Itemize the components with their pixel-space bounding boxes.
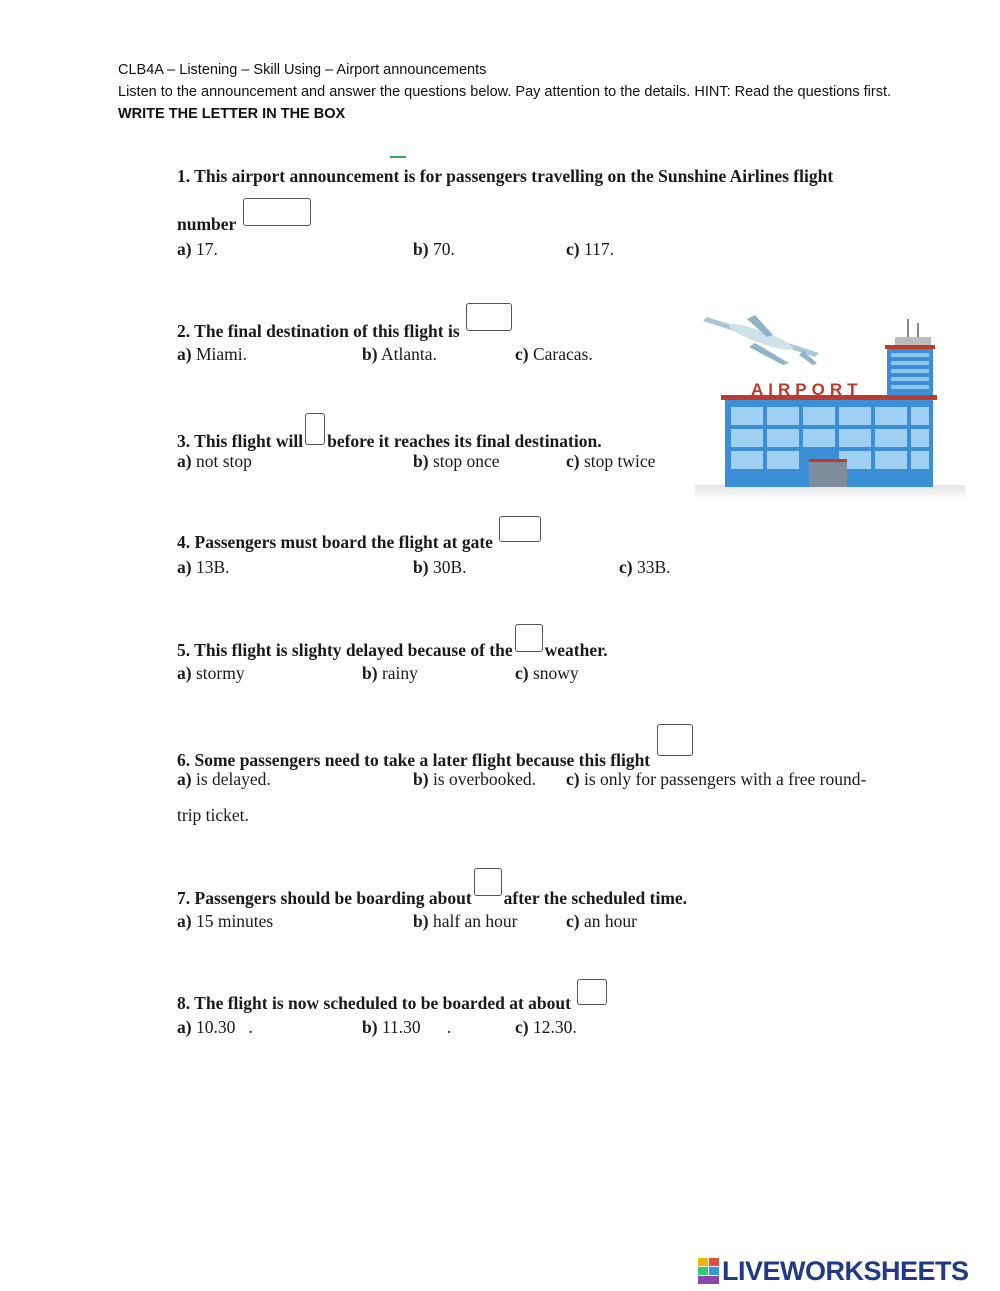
blocks-icon [698,1258,720,1284]
green-mark [390,156,406,158]
option-6b: b) is overbooked. [413,769,536,789]
answer-box-8[interactable] [577,979,607,1005]
question-text: 2. The final destination of this flight is [177,321,460,341]
question-text: 8. The flight is now scheduled to be boarded at about [177,993,571,1013]
answer-box-1[interactable] [243,198,311,226]
question-7 [177,876,687,909]
option-3c: c) stop twice [566,451,656,471]
option-5c: c) snowy [515,663,579,683]
answer-box-2[interactable] [466,303,512,331]
question-text: 3. This flight will [177,431,304,451]
brand-text: LIVEWORKSHEETS [722,1255,969,1286]
option-2a: a) Miami. [177,344,247,364]
question-text: 7. Passengers should be boarding about [177,888,472,908]
question-text-post: before it reaches its final destination. [327,431,602,451]
option-6c: c) is only for passengers with a free round- [566,769,867,789]
airport-illustration [695,305,965,500]
option-6c-continuation: trip ticket. [177,805,249,825]
question-1 [177,166,833,187]
question-text: 5. This flight is slighty delayed because of the [177,640,513,660]
option-8a: a) 10.30 . [177,1017,253,1037]
answer-box-4[interactable] [499,516,541,542]
airport-sign: AIRPORT [751,380,863,399]
option-7b: b) half an hour [413,911,518,931]
answer-box-6[interactable] [657,724,693,756]
instructions-header [118,59,898,125]
option-6a: a) is delayed. [177,769,271,789]
question-text: 6. Some passengers need to take a later flight because this flight [177,750,651,770]
option-2b: b) Atlanta. [362,344,437,364]
control-tower [885,319,935,399]
liveworksheets-logo[interactable] [698,1255,969,1287]
option-3b: b) stop once [413,451,500,471]
question-1-line2 [177,202,313,235]
option-1c: c) 117. [566,239,614,259]
option-1b: b) 70. [413,239,455,259]
question-text-cont: number [177,214,237,234]
question-3 [177,415,602,452]
worksheet-title: CLB4A – Listening – Skill Using – Airport announcements [118,62,487,78]
option-4b: b) 30B. [413,557,467,577]
instructions-text: Listen to the announcement and answer the questions below. Pay attention to the details. HINT: Read the questions first. WRITE THE LETTER IN THE BOX [118,84,892,122]
answer-box-7[interactable] [474,868,502,896]
option-8c: c) 12.30. [515,1017,577,1037]
airplane-icon [703,315,819,365]
question-5 [177,628,608,661]
question-text-post: after the scheduled time. [503,888,688,908]
option-1a: a) 17. [177,239,218,259]
answer-box-5[interactable] [515,624,543,652]
question-text-post: weather. [544,640,608,660]
option-4a: a) 13B. [177,557,230,577]
question-text: 4. Passengers must board the flight at gate [177,532,493,552]
terminal-building [721,395,937,487]
option-4c: c) 33B. [619,557,671,577]
option-2c: c) Caracas. [515,344,593,364]
answer-box-3[interactable] [305,413,325,445]
question-text: 1. This airport announcement is for passengers travelling on the Sunshine Airlines flight [177,166,834,186]
option-5a: a) stormy [177,663,245,683]
option-7a: a) 15 minutes [177,911,274,931]
option-3a: a) not stop [177,451,252,471]
option-7c: c) an hour [566,911,637,931]
question-4 [177,522,543,553]
question-6 [177,734,695,771]
option-8b: b) 11.30 . [362,1017,452,1037]
question-2 [177,309,514,342]
question-8 [177,983,609,1014]
option-5b: b) rainy [362,663,418,683]
